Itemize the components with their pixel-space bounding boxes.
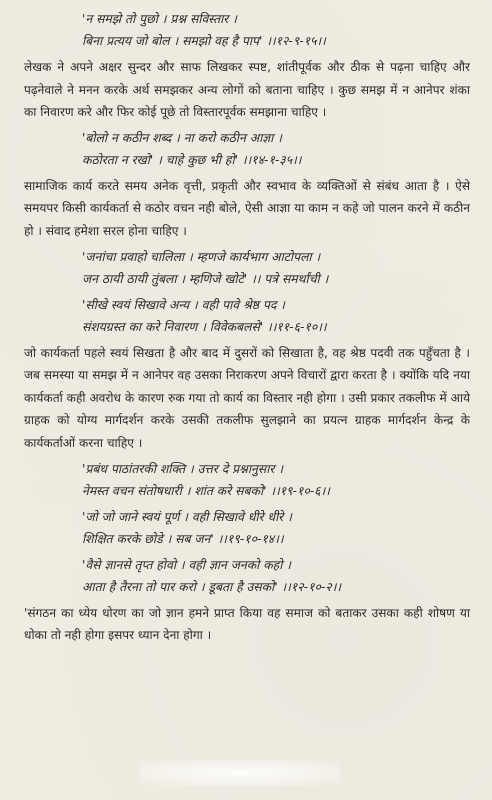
verse-line: 'वैसे ज्ञानसे तृप्त होवो । वही ज्ञान जनको कहो । [82,557,291,572]
verse-line: नेमस्त वचन संतोषधारी । शांत करे सबको' ।।१९-१०-६।। [82,483,330,498]
verse-line: आता है तैरना तो पार करो । डूबता है उसको' ।।१२-१०-२।। [82,579,342,594]
verse-line: जन ठायी ठायी तुंबला । म्हणिजे खोटे' ।। पत्रे समर्थांची । [82,271,329,286]
body-paragraph: सामाजिक कार्य करते समय अनेक वृत्ती, प्रकृती और स्वभाव के व्यक्तिओं से संबंध आता है । ऐसे समयपर किसी कार्यकर्ता से कठोर वचन नही बोले, ऐसी आज्ञा या काम न कहे जो पालन करने में कठीन हो । संवाद हमेशा सरल होना चाहिए । [24,178,470,238]
verse-quote [24,458,470,502]
verse-quote [24,294,470,338]
verse-line: 'जो जो जाने स्वयं पूर्ण । वही सिखावे धीरे धीरे । [82,509,292,524]
verse-line: 'बोलो न कठीन शब्द । ना करो कठीन आज्ञा । [82,130,282,145]
body-paragraph: लेखक ने अपने अक्षर सुन्दर और साफ लिखकर स्पष्ट, शांतीपूर्वक और ठीक से पढ़ना चाहिए और पढ़नेवाले ने मनन करके अर्थ समझकर अन्य लोगों को बताना चाहिए । कुछ समझ में न आनेपर शंका का निवारण करे और फिर कोई पूछे तो विस्तारपूर्वक समझाना चाहिए । [24,60,470,120]
verse-quote [24,506,470,550]
verse-line: संशयग्रस्त का करे निवारण । विवेकबलसे' ।।११-६-१०।। [82,319,327,334]
verse-line: 'सीखे स्वयं सिखावे अन्य । वही पावे श्रेष्ठ पद । [82,297,285,312]
body-paragraph: 'संगठन का ध्येय धोरण का जो ज्ञान हमने प्राप्त किया वह समाज को बताकर उसका कही शोषण या धोका तो नही होगा इसपर ध्यान देना होगा । [24,605,470,643]
body-paragraph: जो कार्यकर्ता पहले स्वयं सिखता है और बाद में दुसरों को सिखाता है, वह श्रेष्ठ पदवी तक पहुँचता है । जब समस्या या समझ में न आनेपर वह उसका निराकरण अपने विचारों द्वारा करता है । क्योंकि यदि नया कार्यकर्ता कही अवरोध के कारण रुक गया तो कार्य का विस्तार नही होगा । उसी प्रकार तकलीफ में आये ग्राहक को योग्य मार्गदर्शन करके उसकी तकलीफ सुलझाने का प्रयत्न ग्राहक मार्गदर्शन केन्द्र के कार्यकर्ताओं करना चाहिए । [24,345,470,450]
verse-quote [24,554,470,598]
verse-quote [24,127,470,171]
verse-line: 'न समझे तो पुछो । प्रश्न सविस्तार । [82,12,237,26]
verse-quote [24,246,470,290]
verse-line: 'जनांचा प्रवाहो चालिला । म्हणजे कार्यभाग आटोपला । [82,249,321,264]
verse-line: बिना प्रत्यय जो बोल । समझो वह है पाप' ।।१२-९-१५।। [82,34,326,48]
verse-line: 'प्रबंध पाठांतरकी शक्ति । उत्तर दे प्रश्नानुसार । [82,461,283,476]
page-bottom-smudge [140,760,340,786]
verse-quote [24,8,470,52]
verse-line: कठोरता न रखो' । चाहे कुछ भी हो' ।।१४-१-३५।। [82,152,302,167]
verse-line: शिक्षित करके छोडे । सब जन' ।।१९-१०-१४।। [82,531,284,546]
